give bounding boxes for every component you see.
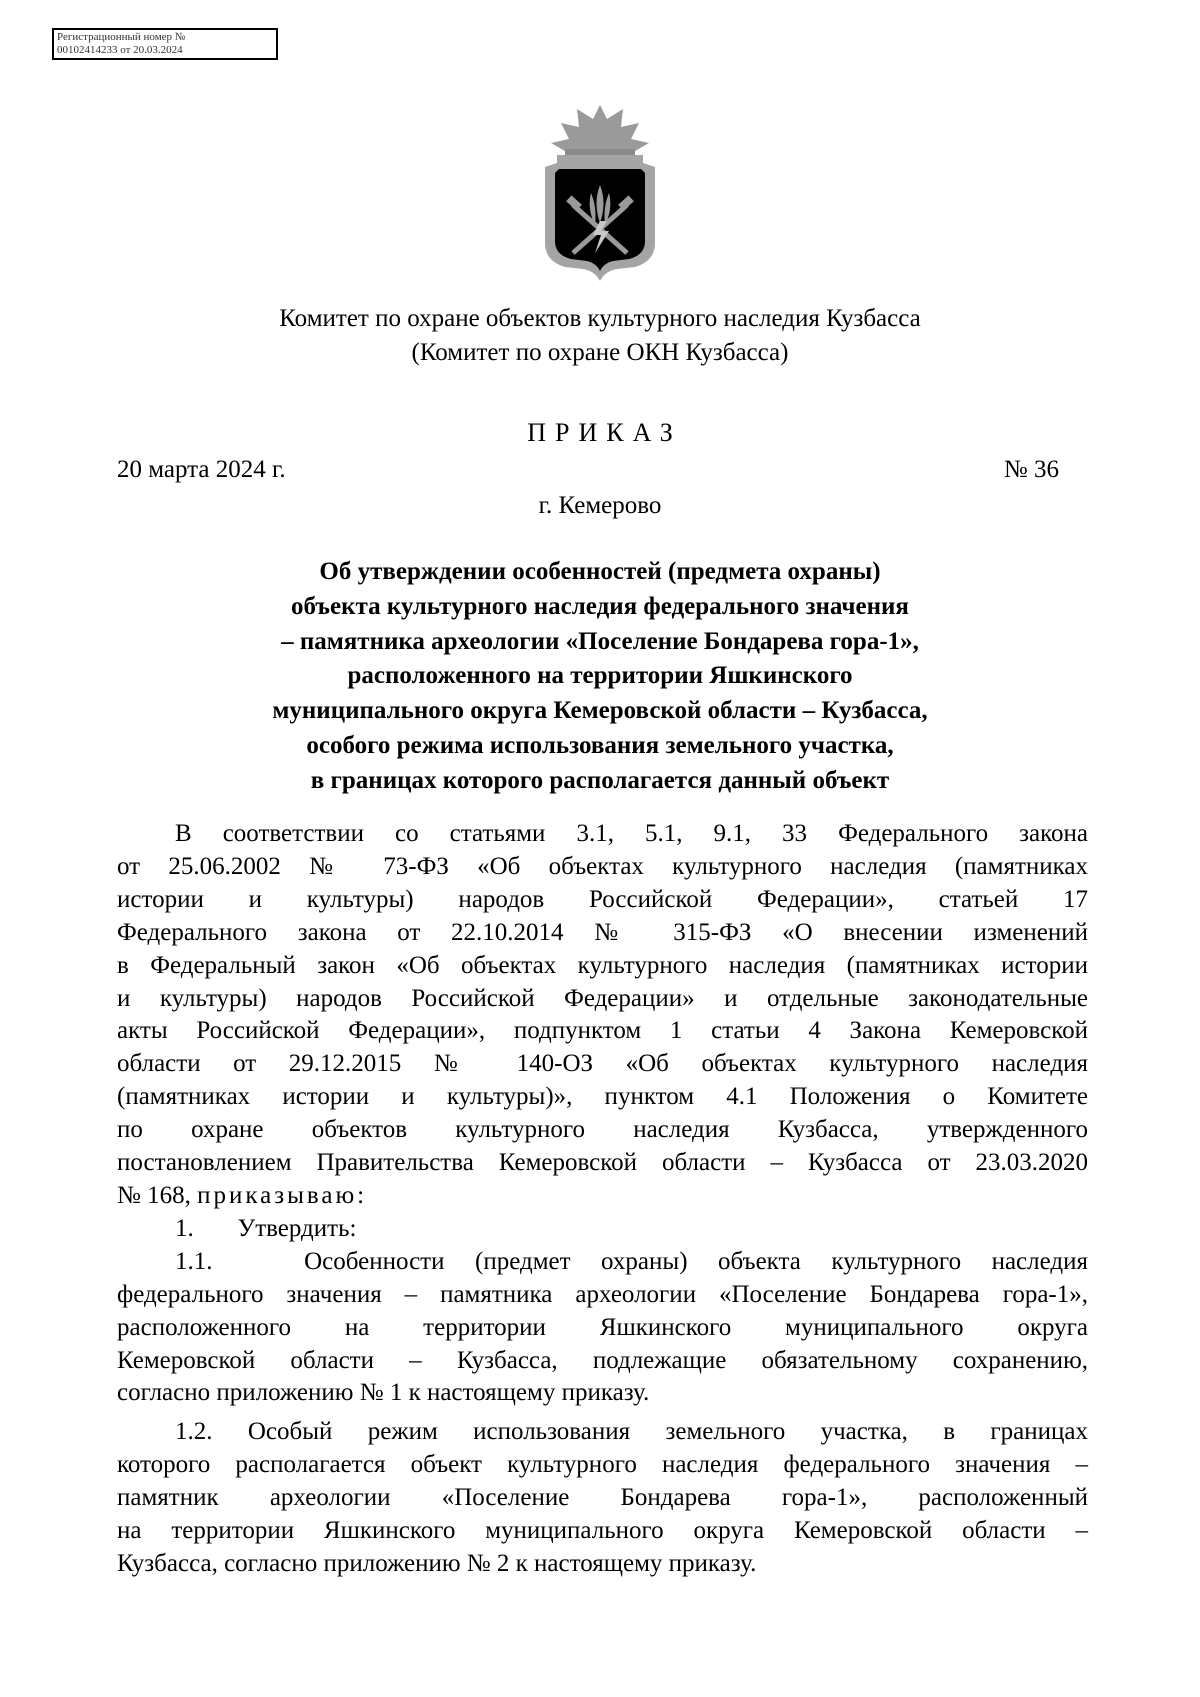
organization-short-name: (Комитет по охране ОКН Кузбасса) [411, 339, 789, 366]
registration-stamp-line2: 00102414233 от 20.03.2024 [57, 44, 183, 56]
item-1: 1. Утвердить: [175, 1214, 357, 1242]
heading-line: особого режима использования земельного участка, [306, 731, 894, 759]
order-verb: приказываю: [197, 1181, 368, 1209]
preamble-line: истории и культуры) народов Российской Федерации», статьей 17 [117, 885, 1088, 913]
preamble-line: от 25.06.2002 № 73-ФЗ «Об объектах культурного наследия (памятниках [117, 852, 1088, 880]
item-1-1-line: 1.1. Особенности (предмет охраны) объекта культурного наследия [175, 1247, 1088, 1275]
item-1-2-last-line: Кузбасса, согласно приложению № 2 к настоящему приказу. [117, 1549, 757, 1577]
preamble-line: В соответствии со статьями 3.1, 5.1, 9.1, 33 Федерального закона [175, 820, 1088, 847]
item-1-1-line: федерального значения – памятника археологии «Поселение Бондарева гора-1», [117, 1280, 1088, 1308]
preamble-last-prefix: № 168, [117, 1181, 198, 1209]
order-heading [0, 555, 1200, 799]
preamble-line: (памятниках истории и культуры)», пунктом 4.1 Положения о Комитете [117, 1083, 1088, 1111]
heading-line: муниципального округа Кемеровской области – Кузбасса, [272, 697, 928, 725]
registration-stamp-line1: Регистрационный номер № [57, 31, 186, 43]
preamble-last-line [117, 1180, 1088, 1213]
heading-line: в границах которого располагается данный объект [310, 766, 890, 794]
order-number: № 36 [1003, 456, 1059, 483]
preamble-line: акты Российской Федерации», подпунктом 1 статьи 4 Закона Кемеровской [117, 1017, 1088, 1045]
heading-line: расположенного на территории Яшкинского [347, 662, 853, 690]
organization-name: Комитет по охране объектов культурного наследия Кузбасса [279, 305, 921, 332]
preamble-line: Федерального закона от 22.10.2014 № 315-ФЗ «О внесении изменений [117, 918, 1088, 946]
preamble-line: в Федеральный закон «Об объектах культурного наследия (памятниках истории [117, 951, 1088, 979]
heading-line: объекта культурного наследия федерального значения [291, 592, 909, 620]
preamble-line: и культуры) народов Российской Федерации» и отдельные законодательные [117, 984, 1088, 1012]
item-1-2-line: которого располагается объект культурного наследия федерального значения – [117, 1451, 1088, 1479]
order-title: ПРИКАЗ [527, 418, 682, 447]
preamble-line: области от 29.12.2015 № 140-ОЗ «Об объектах культурного наследия [117, 1050, 1088, 1078]
item-1-1-line: Кемеровской области – Кузбасса, подлежащие обязательному сохранению, [117, 1346, 1088, 1374]
preamble-line: постановлением Правительства Кемеровской области – Кузбасса от 23.03.2020 [117, 1149, 1088, 1177]
order-date: 20 марта 2024 г. [117, 456, 286, 483]
heading-line: Об утверждении особенностей (предмета охраны) [319, 558, 881, 585]
item-1-1-last-line: согласно приложению № 1 к настоящему приказу. [117, 1379, 650, 1407]
heading-line: – памятника археологии «Поселение Бондарева гора-1», [281, 627, 919, 655]
kuzbass-coat-of-arms-icon [535, 103, 665, 293]
preamble-line: по охране объектов культурного наследия Кузбасса, утвержденного [117, 1116, 1088, 1144]
item-1-1-line: расположенного на территории Яшкинского муниципального округа [117, 1313, 1088, 1341]
registration-stamp [52, 28, 278, 60]
order-city: г. Кемерово [538, 492, 662, 519]
order-body [117, 818, 1088, 1581]
item-1-2-line: 1.2. Особый режим использования земельного участка, в границах [175, 1418, 1088, 1446]
item-1-2-line: памятник археологии «Поселение Бондарева гора-1», расположенный [117, 1484, 1088, 1512]
item-1-2-line: на территории Яшкинского муниципального округа Кемеровской области – [117, 1517, 1088, 1545]
